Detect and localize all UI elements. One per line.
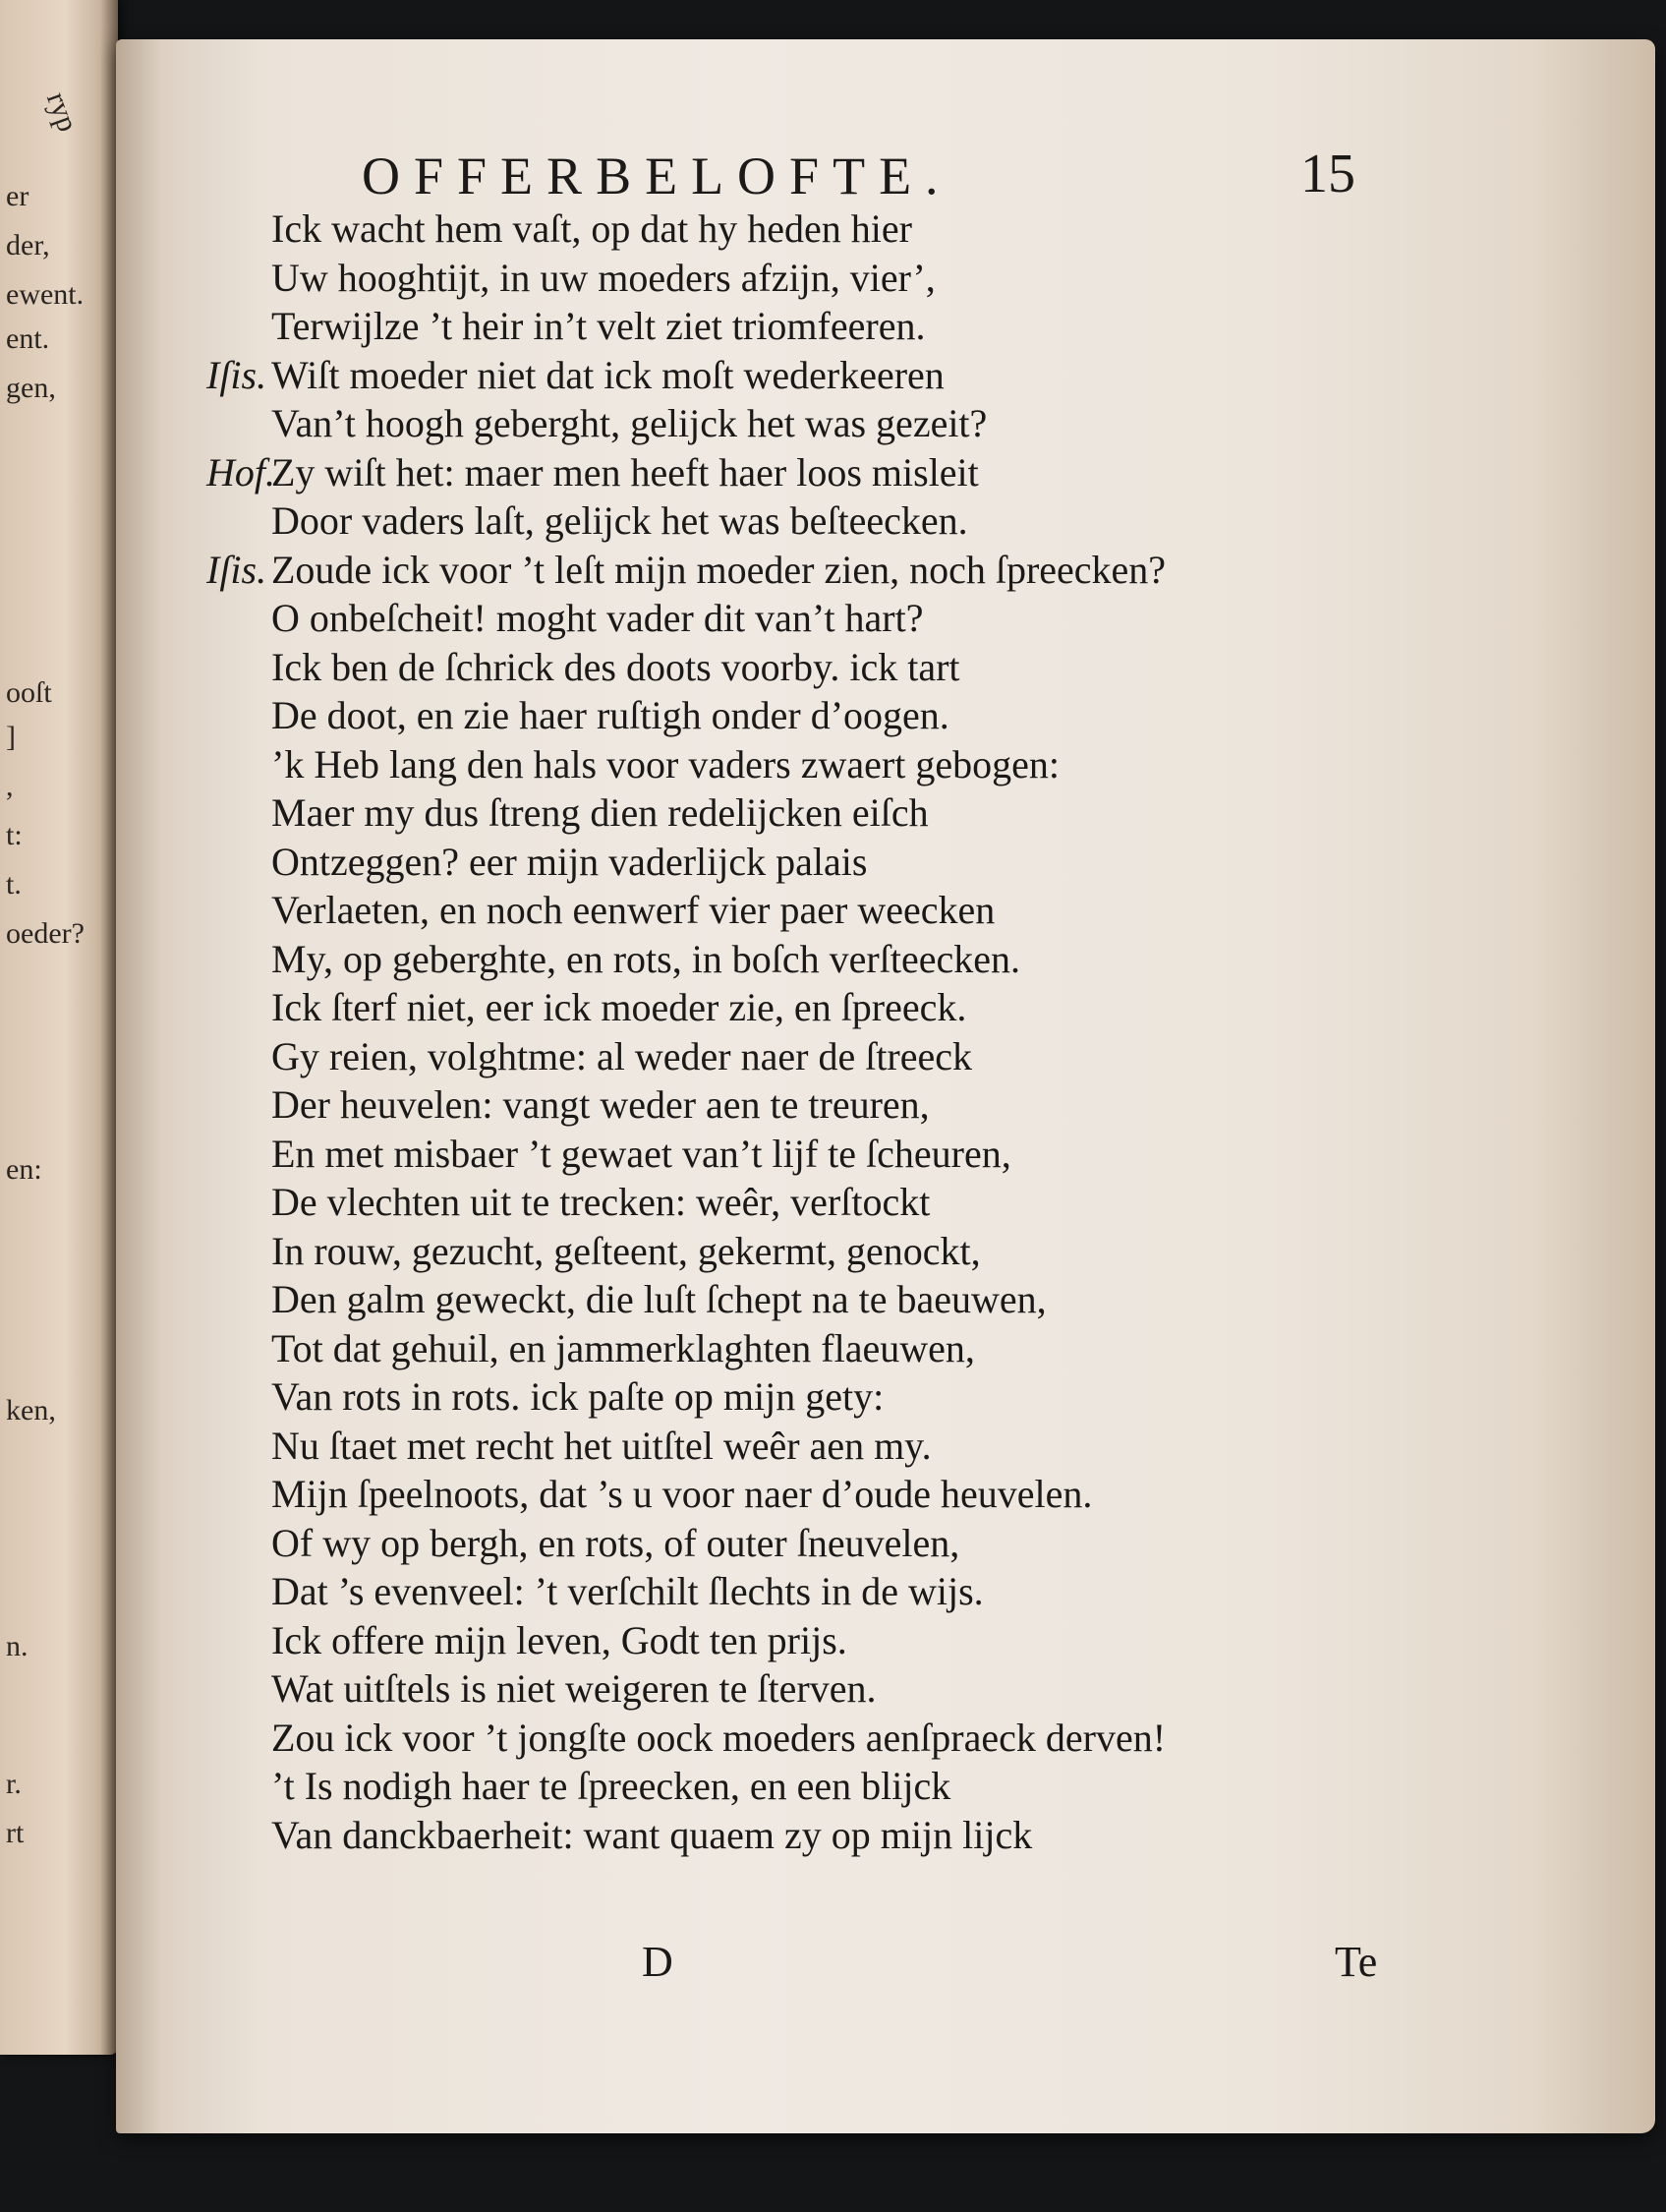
left-page-fragment: ryp [39, 87, 85, 137]
verse-line [206, 1811, 1484, 1860]
line-text: Terwijlze ’t heir in’t velt ziet triomfeeren. [271, 304, 926, 348]
line-text: Zou ick voor ’t jongſte oock moeders aenſpraeck derven! [271, 1715, 1167, 1760]
line-text: Ick wacht hem vaſt, op dat hy heden hier [271, 206, 912, 251]
line-text: Ontzeggen? eer mijn vaderlijck palais [271, 839, 868, 884]
verse-line [206, 1762, 1484, 1811]
left-page-edge [0, 0, 118, 2055]
verse-line [206, 546, 1484, 595]
left-page-fragment: t. [6, 868, 22, 901]
speaker-label: Hof. [206, 449, 275, 495]
line-text: Verlaeten, en noch eenwerf vier paer weecken [271, 888, 996, 932]
left-page-fragment: gen, [6, 372, 56, 404]
verse-line [206, 1470, 1484, 1519]
verse-line [206, 838, 1484, 887]
left-page-fragment: ] [6, 721, 16, 753]
line-text: Van’t hoogh geberght, gelijck het was gezeit? [271, 401, 988, 445]
verse-line [206, 1080, 1484, 1130]
line-text: Zy wiſt het: maer men heeft haer loos misleit [271, 449, 979, 495]
verse-line [206, 691, 1484, 740]
line-text: ’t Is nodigh haer te ſpreecken, en een blijck [271, 1764, 951, 1808]
left-page-fragment: ent. [6, 322, 50, 355]
verse-line [206, 1227, 1484, 1276]
verse-line [206, 1664, 1484, 1714]
line-text: In rouw, gezucht, geſteent, gekermt, genockt, [271, 1228, 981, 1273]
verse-line [206, 399, 1484, 448]
verse-line [206, 1567, 1484, 1616]
line-text: Den galm geweckt, die luſt ſchept na te baeuwen, [271, 1277, 1047, 1321]
verse-line [206, 594, 1484, 643]
signature-mark: D [642, 1938, 673, 1986]
verse-line [206, 1032, 1484, 1081]
line-text: Wat uitſtels is niet weigeren te ſterven. [271, 1666, 877, 1711]
verse-line [206, 740, 1484, 789]
book-page [116, 39, 1655, 2133]
verse-line [206, 1130, 1484, 1179]
verse-line [206, 1275, 1484, 1324]
line-text: Of wy op bergh, en rots, of outer ſneuvelen, [271, 1520, 960, 1565]
line-text: En met misbaer ’t gewaet van’t lijf te ſcheuren, [271, 1131, 1011, 1176]
line-text: O onbeſcheit! moght vader dit van’t hart? [271, 596, 924, 640]
verse-line [206, 935, 1484, 984]
line-text: Der heuvelen: vangt weder aen te treuren, [271, 1082, 930, 1127]
line-text: Door vaders laſt, gelijck het was beſteecken. [271, 498, 968, 543]
verse-line [206, 204, 1484, 254]
line-text: Ick ſterf niet, eer ick moeder zie, en ſpreeck. [271, 985, 967, 1029]
line-text: Tot dat gehuil, en jammerklaghten flaeuwen, [271, 1325, 975, 1370]
verse-line [206, 1324, 1484, 1373]
left-page-fragment: en: [6, 1153, 42, 1186]
left-page-fragment: der, [6, 229, 50, 262]
left-page-fragment: n. [6, 1630, 29, 1662]
verse-line [206, 1616, 1484, 1665]
verse-line [206, 496, 1484, 546]
line-text: Zoude ick voor ’t leſt mijn moeder zien, noch ſpreecken? [271, 547, 1167, 592]
line-text: Dat ’s evenveel: ’t verſchilt ſlechts in de wijs. [271, 1569, 984, 1613]
left-page-fragment: er [6, 180, 29, 212]
verse-line [206, 1372, 1484, 1422]
line-text: My, op geberghte, en rots, in boſch verſteecken. [271, 936, 1020, 981]
line-text: Mijn ſpeelnoots, dat ’s u voor naer d’oude heuvelen. [271, 1472, 1093, 1516]
line-text: Uw hooghtijt, in uw moeders afzijn, vier’, [271, 255, 936, 300]
left-page-fragment: ooſt [6, 676, 52, 709]
left-page-fragment: ken, [6, 1394, 56, 1426]
left-page-fragment: rt [6, 1817, 25, 1849]
line-text: Gy reien, volghtme: al weder naer de ſtreeck [271, 1033, 973, 1078]
verse-line [206, 302, 1484, 351]
left-page-fragment: ewent. [6, 278, 85, 311]
verse-line [206, 788, 1484, 838]
line-text: Maer my dus ſtreng dien redelijcken eiſch [271, 790, 929, 835]
verse-line [206, 351, 1484, 400]
line-text: De vlechten uit te trecken: weêr, verſtockt [271, 1180, 931, 1224]
speaker-label: Iſis. [206, 547, 267, 592]
left-page-fragment: t: [6, 819, 23, 851]
verse-text [206, 204, 1484, 1859]
line-text: Van danckbaerheit: want quaem zy op mijn lijck [271, 1812, 1033, 1857]
line-text: Ick offere mijn leven, Godt ten prijs. [271, 1617, 847, 1662]
verse-line [206, 448, 1484, 497]
verse-line [206, 254, 1484, 303]
line-text: Van rots in rots. ick paſte op mijn gety: [271, 1374, 885, 1419]
left-page-fragment: , [6, 770, 14, 802]
left-page-fragment: r. [6, 1768, 22, 1800]
verse-line [206, 886, 1484, 935]
verse-line [206, 983, 1484, 1032]
line-text: De doot, en zie haer ruſtigh onder d’oogen. [271, 693, 949, 737]
verse-line [206, 1178, 1484, 1227]
line-text: Wiſt moeder niet dat ick moſt wederkeeren [271, 352, 945, 397]
left-page-fragment: oeder? [6, 917, 85, 950]
verse-line [206, 1422, 1484, 1471]
verse-line [206, 643, 1484, 692]
catchword: Te [1335, 1938, 1378, 1986]
line-text: Nu ſtaet met recht het uitſtel weêr aen my. [271, 1423, 932, 1468]
verse-line [206, 1714, 1484, 1763]
speaker-label: Iſis. [206, 352, 267, 397]
page-number: 15 [1300, 144, 1355, 204]
verse-line [206, 1519, 1484, 1568]
line-text: ’k Heb lang den hals voor vaders zwaert gebogen: [271, 741, 1060, 786]
line-text: Ick ben de ſchrick des doots voorby. ick tart [271, 644, 960, 689]
running-title: OFFERBELOFTE. [362, 146, 952, 205]
